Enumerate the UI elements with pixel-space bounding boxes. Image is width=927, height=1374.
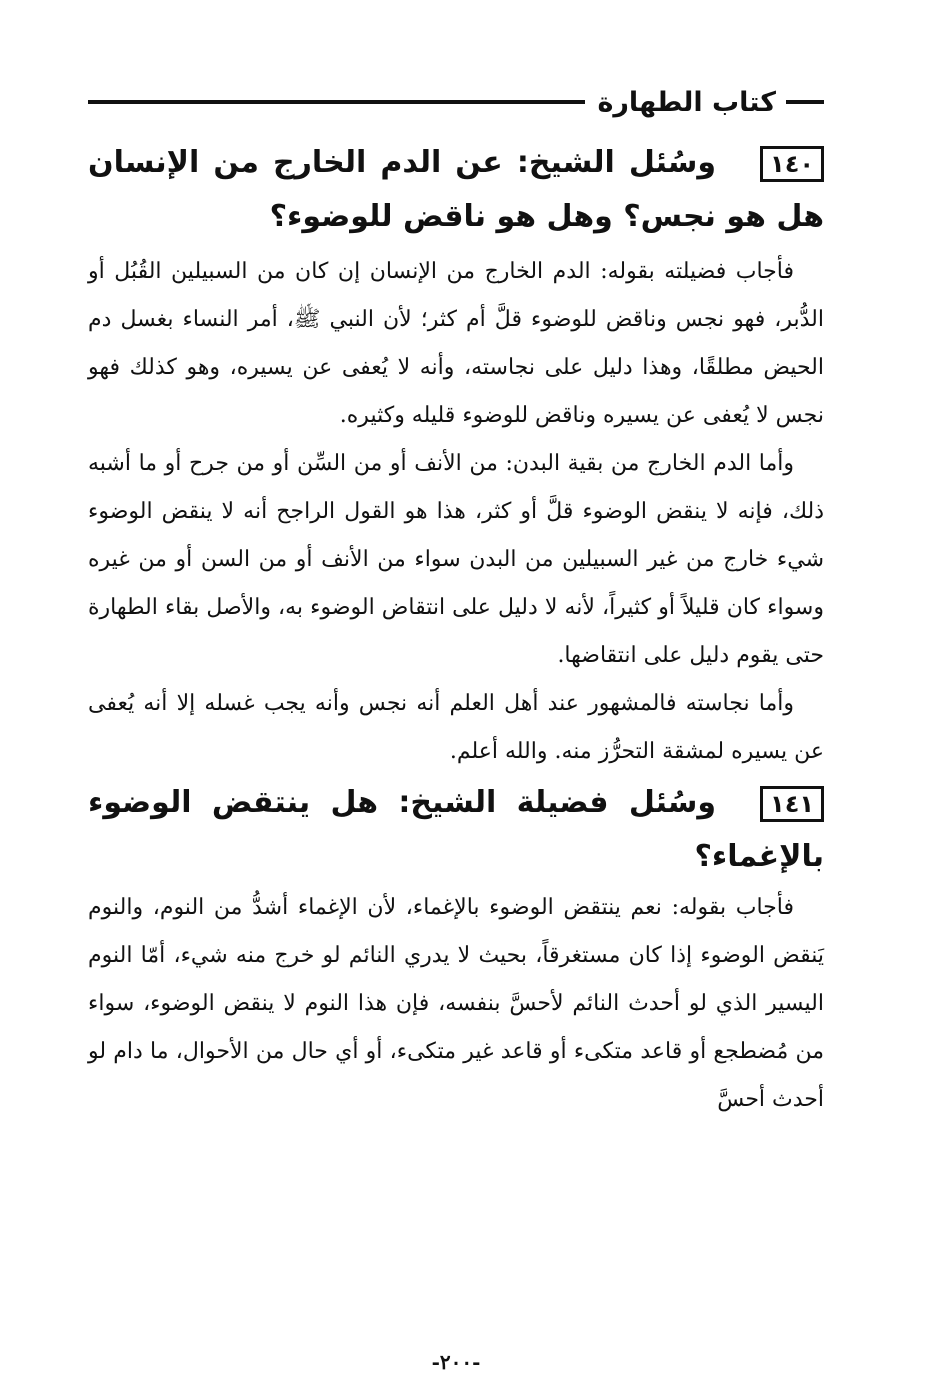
running-head-rule (88, 100, 585, 104)
question-number-140: ١٤٠ (760, 146, 824, 182)
answer-140-paragraph-2: وأما الدم الخارج من بقية البدن: من الأنف أو من السِّن أو من جرح أو ما أشبه ذلك، فإنه لا ينقض الوضوء قلَّ أو كثر، هذا هو القول الراجح أنه لا ينقض الوضوء شيء خارج من غير السبيلين من البدن سواء من الأنف أو من السن أو من غيره وسواء كان قليلاً أو كثيراً، لأنه لا دليل على انتقاض الوضوء به، والأصل بقاء الطهارة حتى يقوم دليل على انتقاضها. (88, 451, 825, 668)
page (88, 82, 825, 1374)
answer-140-paragraph-1: فأجاب فضيلته بقوله: الدم الخارج من الإنسان إن كان من السبيلين القُبُل أو الدُّبر، فهو نجس وناقض للوضوء قلَّ أم كثر؛ لأن النبي ﷺ، أمر النساء بغسل دم الحيض مطلقًا، وهذا دليل على نجاسته، وأنه لا يُعفى عن يسيره، وهو كذلك فهو نجس لا يُعفى عن يسيره وناقض للوضوء قليله وكثيره. (88, 259, 824, 428)
page-number: -٢٠٠- (431, 1350, 481, 1374)
running-head (88, 82, 824, 122)
answer-141-paragraph-1: فأجاب بقوله: نعم ينتقض الوضوء بالإغماء، لأن الإغماء أشدُّ من النوم، والنوم يَنقض الوضوء إذا كان مستغرقاً، بحيث لا يدري النائم لو خرج منه شيء، أمّا النوم اليسير الذي لو أحدث النائم لأحسَّ بنفسه، فإن هذا النوم لا ينقض الوضوء، سواء من مُضطجع أو قاعد متكىء أو قاعد غير متكىء، أو أي حال من الأحوال، ما دام لو أحدث أحسَّ (88, 895, 824, 1112)
answer-140-paragraph-3: وأما نجاسته فالمشهور عند أهل العلم أنه نجس وأنه يجب غسله إلا أنه يُعفى عن يسيره لمشقة التحرُّز منه. والله أعلم. (88, 691, 824, 764)
running-head-title: كتاب الطهارة (597, 86, 776, 118)
question-text-140: وسُئل الشيخ: عن الدم الخارج من الإنسان هل هو نجس؟ وهل هو ناقض للوضوء؟ (88, 145, 824, 234)
running-head-dash (786, 100, 824, 104)
question-text-141: وسُئل فضيلة الشيخ: هل ينتقض الوضوء بالإغماء؟ (88, 785, 824, 874)
question-140 (88, 136, 824, 244)
question-number-141: ١٤١ (760, 786, 824, 822)
question-141 (88, 776, 824, 884)
